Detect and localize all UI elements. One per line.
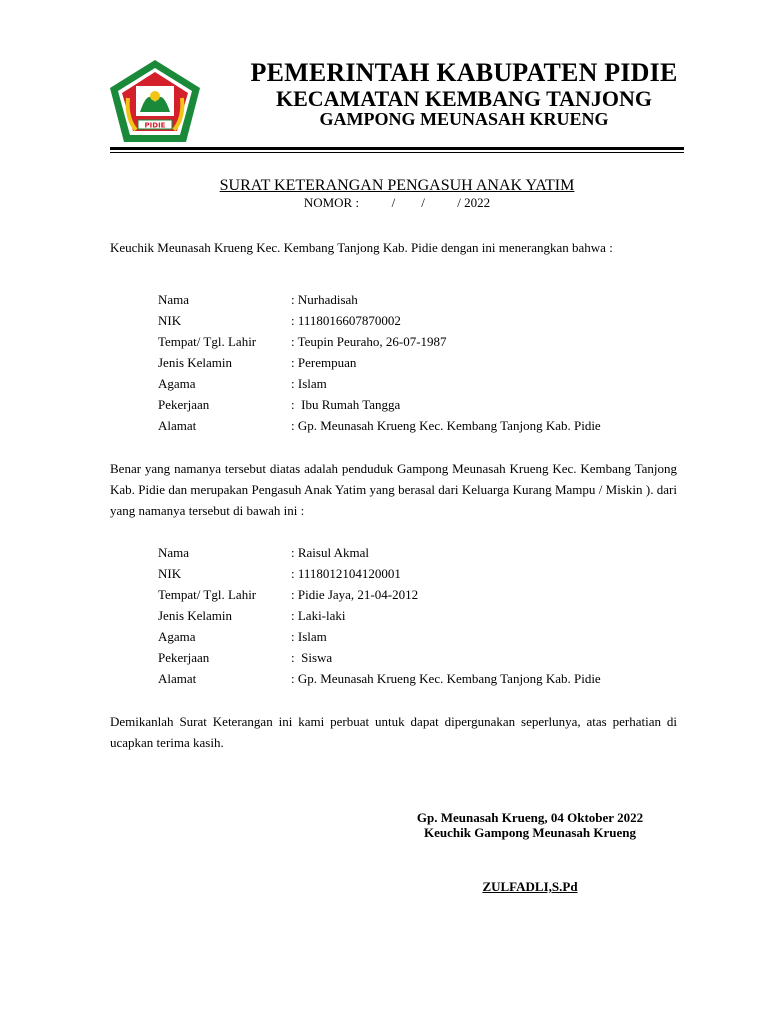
detail-label: Nama <box>158 545 190 560</box>
detail-label: NIK <box>158 566 182 581</box>
detail-row <box>158 289 688 310</box>
detail-row <box>158 415 688 436</box>
detail-label: Pekerjaan <box>158 650 210 665</box>
emblem-label: PIDIE <box>144 121 166 130</box>
detail-value: : Siswa <box>291 650 333 665</box>
detail-value: : 1118012104120001 <box>291 566 401 581</box>
intro-paragraph: Keuchik Meunasah Krueng Kec. Kembang Tanjong Kab. Pidie dengan ini menerangkan bahwa : <box>110 240 613 255</box>
detail-row <box>158 626 688 647</box>
header-divider-thick <box>110 147 684 150</box>
detail-value: : 1118016607870002 <box>291 313 401 328</box>
detail-label: Pekerjaan <box>158 397 210 412</box>
detail-label: Tempat/ Tgl. Lahir <box>158 587 257 602</box>
detail-row <box>158 584 688 605</box>
detail-label: Agama <box>158 629 196 644</box>
header-district-title: KECAMATAN KEMBANG TANJONG <box>275 86 653 111</box>
signature-place-date: Gp. Meunasah Krueng, 04 Oktober 2022 <box>416 810 644 825</box>
signature-position: Keuchik Gampong Meunasah Krueng <box>423 825 636 840</box>
guardian-details <box>158 289 688 436</box>
header-village-title: GAMPONG MEUNASAH KRUENG <box>319 109 609 129</box>
detail-row <box>158 647 688 668</box>
detail-row <box>158 668 688 689</box>
detail-row <box>158 394 688 415</box>
detail-label: Alamat <box>158 418 197 433</box>
detail-value: : Nurhadisah <box>291 292 358 307</box>
pidie-regency-emblem-icon <box>106 58 204 144</box>
detail-row <box>158 605 688 626</box>
detail-value: : Ibu Rumah Tangga <box>291 397 401 412</box>
header-divider-thin <box>110 152 684 153</box>
detail-row <box>158 352 688 373</box>
detail-label: Tempat/ Tgl. Lahir <box>158 334 257 349</box>
detail-label: Jenis Kelamin <box>158 355 233 370</box>
header-government-title: PEMERINTAH KABUPATEN PIDIE <box>250 58 678 87</box>
detail-row <box>158 373 688 394</box>
signatory-name: ZULFADLI,S.Pd <box>482 879 578 894</box>
detail-value: : Pidie Jaya, 21-04-2012 <box>291 587 419 602</box>
closing-paragraph: Demikanlah Surat Keterangan ini kami perbuat untuk dapat dipergunakan seperlunya, atas perhatian di ucapkan terima kasih. <box>110 714 677 750</box>
detail-value: : Gp. Meunasah Krueng Kec. Kembang Tanjong Kab. Pidie <box>291 671 601 686</box>
detail-row <box>158 310 688 331</box>
detail-label: Alamat <box>158 671 197 686</box>
letter-number: NOMOR : / / / 2022 <box>303 195 491 210</box>
detail-value: : Teupin Peuraho, 26-07-1987 <box>291 334 447 349</box>
letter-title: SURAT KETERANGAN PENGASUH ANAK YATIM <box>219 177 575 194</box>
detail-value: : Raisul Akmal <box>291 545 369 560</box>
detail-value: : Perempuan <box>291 355 357 370</box>
detail-label: Agama <box>158 376 196 391</box>
detail-value: : Islam <box>291 629 327 644</box>
detail-row <box>158 563 688 584</box>
child-details <box>158 542 688 689</box>
statement-paragraph: Benar yang namanya tersebut diatas adalah penduduk Gampong Meunasah Krueng Kec. Kembang Tanjong Kab. Pidie dan merupakan Pengasuh Anak Yatim yang berasal dari Keluarga Kurang Mampu / Miskin ). dari yang namanya tersebut di bawah ini : <box>110 461 677 518</box>
detail-row <box>158 542 688 563</box>
detail-label: NIK <box>158 313 182 328</box>
detail-label: Nama <box>158 292 190 307</box>
detail-label: Jenis Kelamin <box>158 608 233 623</box>
detail-row <box>158 331 688 352</box>
detail-value: : Laki-laki <box>291 608 346 623</box>
detail-value: : Islam <box>291 376 327 391</box>
detail-value: : Gp. Meunasah Krueng Kec. Kembang Tanjong Kab. Pidie <box>291 418 601 433</box>
